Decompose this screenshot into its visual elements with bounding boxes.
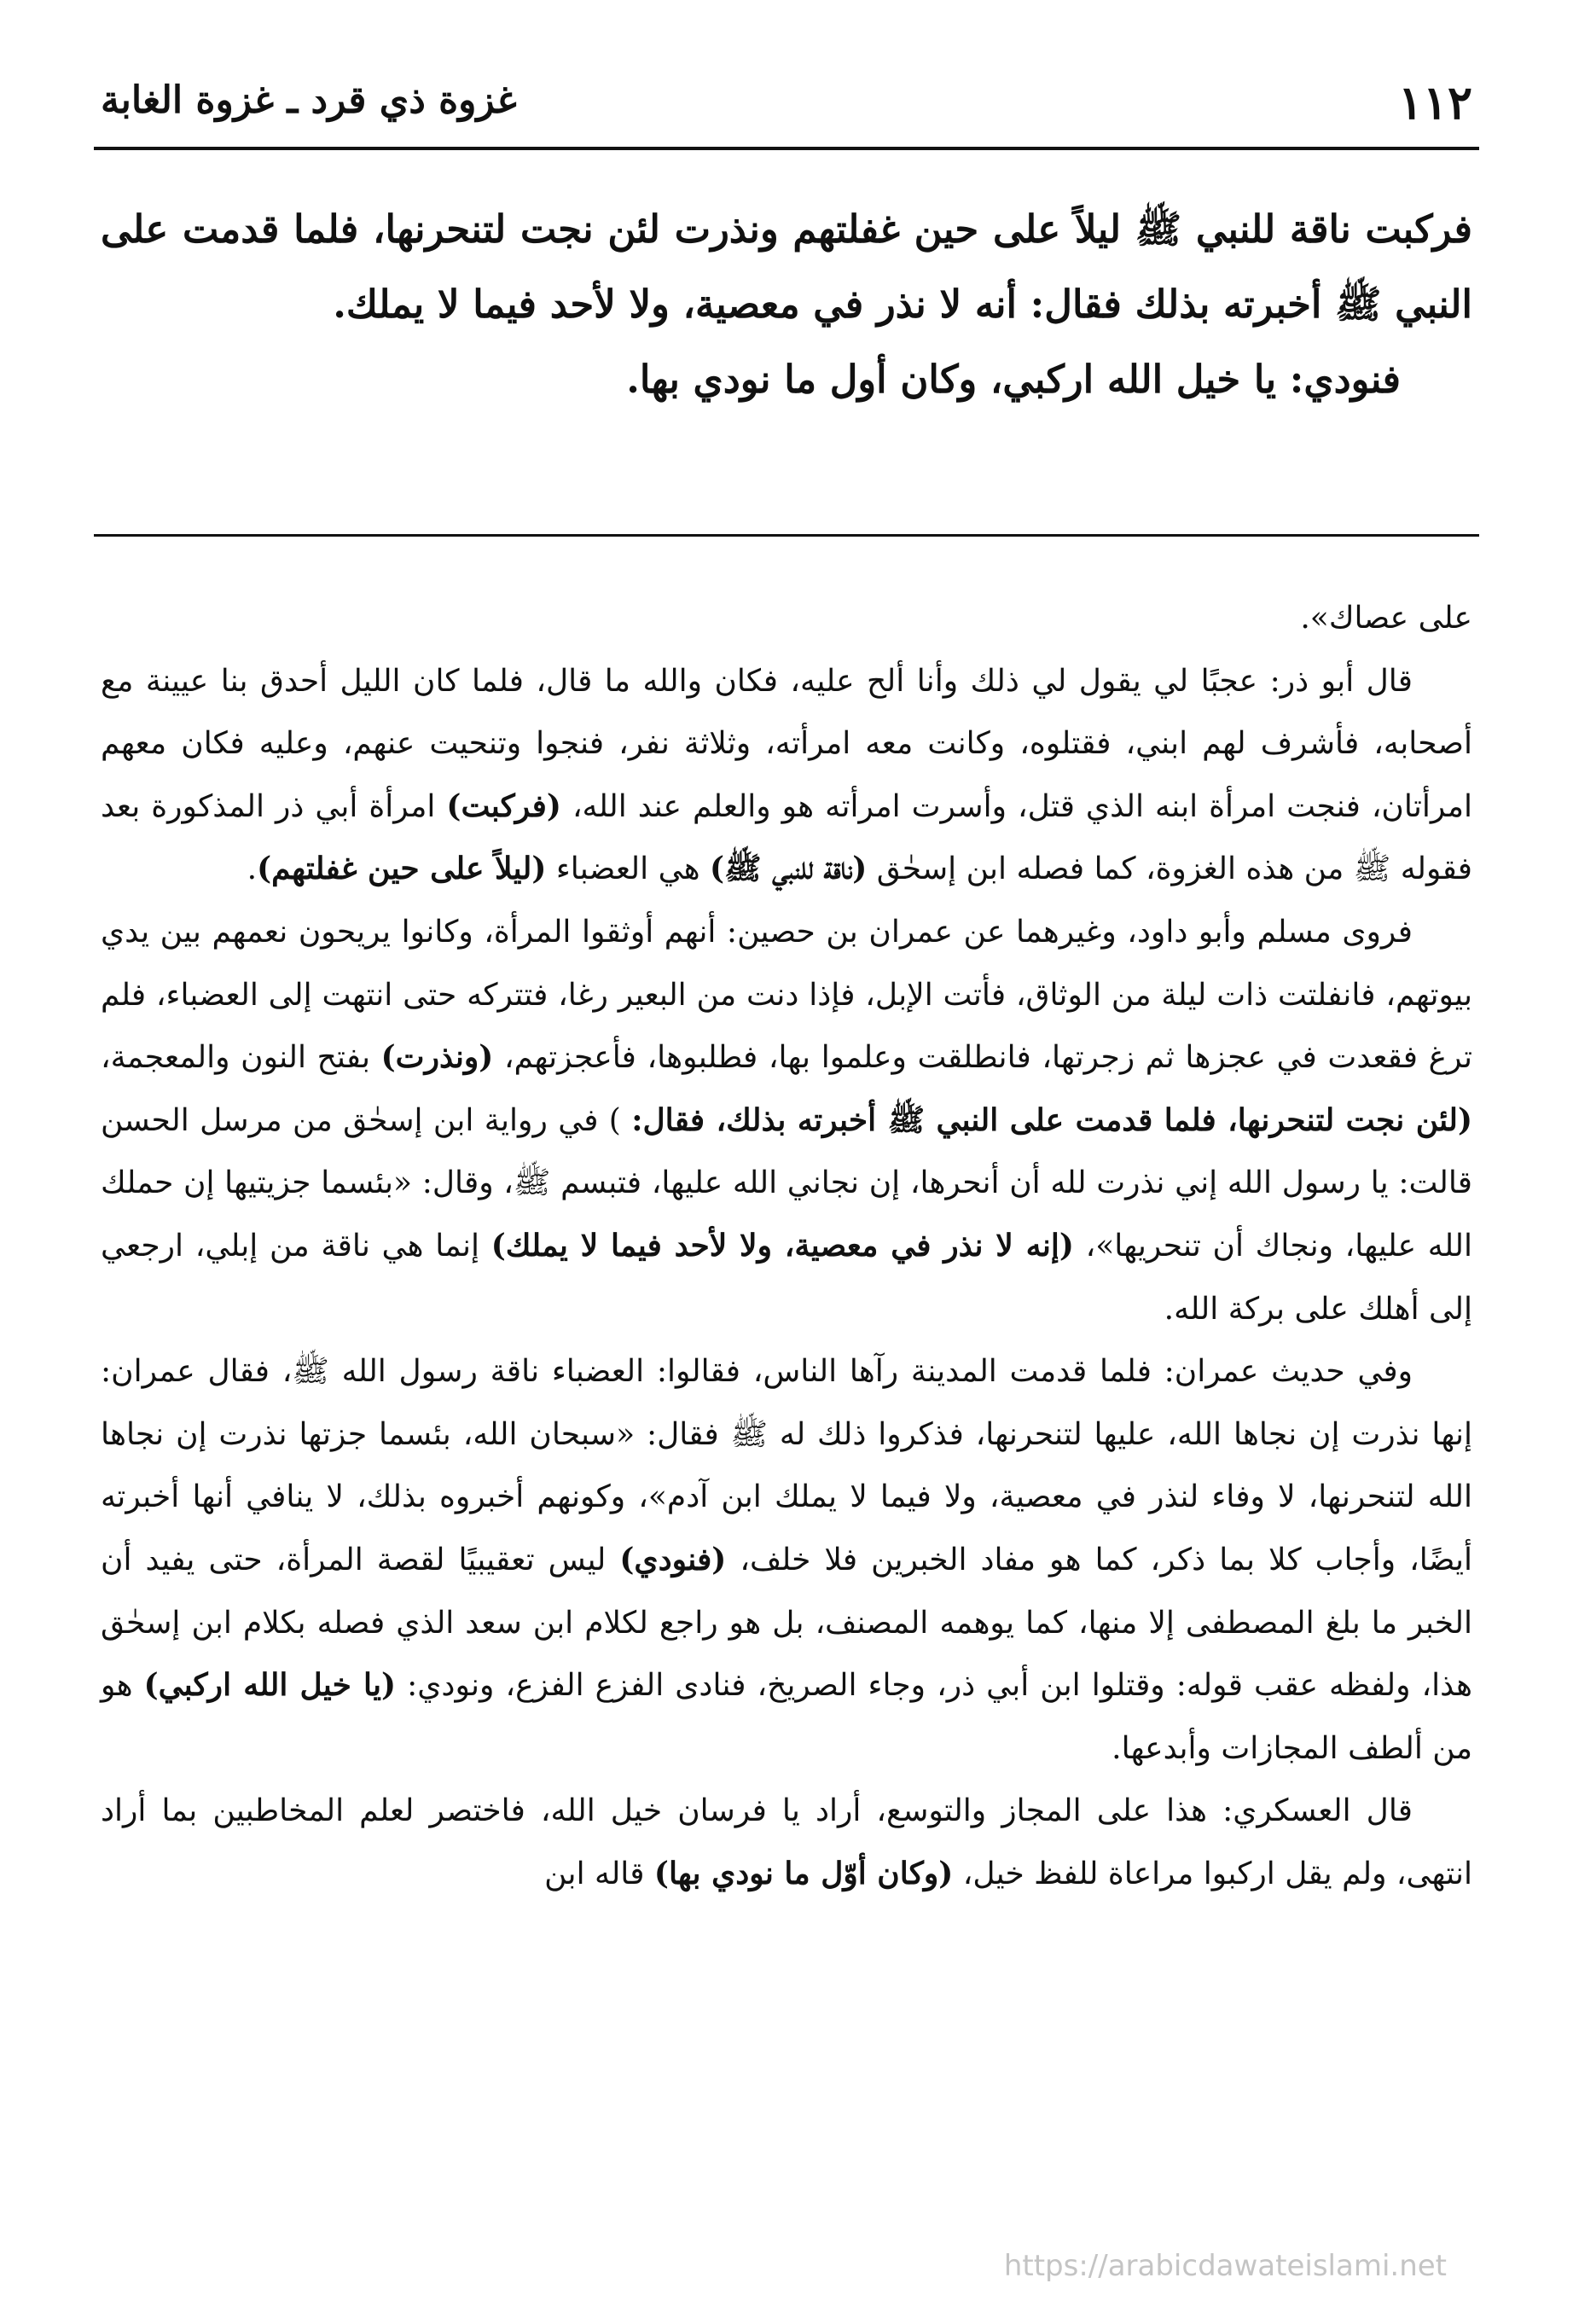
commentary-paragraph xyxy=(101,1340,1472,1780)
quoted-phrase: (فركبت) xyxy=(446,787,561,824)
main-text xyxy=(101,192,1472,417)
header-rule xyxy=(94,147,1479,150)
quoted-phrase: (يا خيل الله اركبي) xyxy=(143,1667,397,1704)
commentary-divider xyxy=(94,534,1479,537)
quoted-phrase: (لئن نجت لتنحرنها، فلما قدمت على النبي ﷺ أخبرته بذلك، فقال: xyxy=(631,1101,1472,1138)
commentary-text-run: قاله ابن xyxy=(544,1856,654,1891)
commentary-text-run: امرأة أبي ذر المذكورة بعد فقوله ﷺ من هذه الغزوة، كما فصله ابن إسحٰق xyxy=(101,788,1472,887)
commentary-text-run: . xyxy=(247,851,258,887)
commentary-text-run: بفتح النون والمعجمة، xyxy=(101,1040,381,1076)
quoted-phrase: (ليلاً على حين غفلتهم) xyxy=(257,851,547,887)
commentary-text-run: وفي حديث عمران: فلما قدمت المدينة رآها الناس، فقالوا: العضباء ناقة رسول الله ﷺ، فقال عمران: إنها نذرت إن نجاها الله، عليها لتنحرنها، فذكروا ذلك له ﷺ فقال: «سبحان الله، بئسما جزتها نذرت إن نجاها الله لتنحرنها، لا وفاء لنذر في معصية، ولا فيما لا يملك ابن آدم»، وكونهم أخبروه بذلك، لا ينافي أنها أخبرته أيضًا، وأجاب كلا بما ذكر، كما هو مفاد الخبرين فلا خلف، xyxy=(101,1354,1472,1577)
commentary-paragraph: على عصاك». xyxy=(1300,601,1472,636)
commentary-text-run: هي العضباء xyxy=(546,851,711,887)
quoted-phrase: (ونذرت) xyxy=(380,1039,494,1076)
commentary-paragraph xyxy=(101,1780,1472,1905)
commentary-text-run: قال أبو ذر: عجبًا لي يقول لي ذلك وأنا ألح عليه، فكان والله ما قال، فلما كان الليل أحدق بنا عيينة مع أصحابه، فأشرف لهم ابني، فقتلوه، وكانت معه امرأته، وثلاثة نفر، فنجوا وتنحيت عنهم، وعليه فكان معهم امرأتان، فنجت امرأة ابنه الذي قتل، وأسرت امرأته هو والعلم عند الله، xyxy=(101,663,1473,824)
commentary-text-run: فروى مسلم وأبو داود، وغيرهما عن عمران بن حصين: أنهم أوثقوا المرأة، وكانوا يريحون نعمهم بين يدي بيوتهم، فانفلتت ذات ليلة من الوثاق، فأتت الإبل، فإذا دنت من البعير رغا، فتتركه حتى انتهت إلى العضباء، فلم ترغ فقعدت في عجزها ثم زجرتها، فانطلقت وعلموا بها، فطلبوها، فأعجزتهم، xyxy=(101,914,1472,1076)
quoted-phrase: (وكان أوّل ما نودي بها) xyxy=(653,1855,954,1891)
source-watermark: https://arabicdawateislami.net xyxy=(1003,2249,1447,2283)
quoted-phrase: (فنودي) xyxy=(619,1541,727,1577)
commentary-paragraph xyxy=(101,901,1472,1340)
page-number: ١١٢ xyxy=(1397,75,1472,130)
commentary-text xyxy=(101,587,1472,1905)
commentary-text-run: إنما هي ناقة من إبلي، ارجعي إلى أهلك على بركة الله. xyxy=(101,1228,1472,1327)
quoted-phrase: (ناقة للنبي ﷺ) xyxy=(710,851,868,887)
commentary-text-run: ) في رواية ابن إسحٰق من مرسل الحسن قالت: يا رسول الله إني نذرت لله أن أنحرها، إن نجاني الله عليها، فتبسم ﷺ، وقال: «بئسما جزيتيها إن حملك الله عليها، ونجاك أن تنحريها»، xyxy=(101,1102,1472,1264)
main-paragraph: فنودي: يا خيل الله اركبي، وكان أول ما نودي بها. xyxy=(626,357,1401,402)
commentary-text-run: ليس تعقيبيًا لقصة المرأة، حتى يفيد أن الخبر ما بلغ المصطفى إلا منها، كما يوهمه المصنف، بل هو راجع لكلام ابن سعد الذي فصله بكلام ابن إسحٰق هذا، ولفظه عقب قوله: وقتلوا ابن أبي ذر، وجاء الصريخ، فنادى الفزع الفزع، ونودي: xyxy=(101,1542,1472,1704)
commentary-paragraph xyxy=(101,650,1472,901)
main-paragraph: فركبت ناقة للنبي ﷺ ليلاً على حين غفلتهم ونذرت لئن نجت لتنحرنها، فلما قدمت على النبي ﷺ أخبرته بذلك فقال: أنه لا نذر في معصية، ولا لأحد فيما لا يملك. xyxy=(101,206,1472,327)
running-title: غزوة ذي قرد ـ غزوة الغابة xyxy=(101,78,517,122)
page-header xyxy=(94,70,1479,138)
quoted-phrase: (إنه لا نذر في معصية، ولا لأحد فيما لا يملك) xyxy=(490,1227,1074,1264)
commentary-text-run: قال العسكري: هذا على المجاز والتوسع، أراد يا فرسان خيل الله، فاختصر لعلم المخاطبين بما أراد انتهى، ولم يقل اركبوا مراعاة للفظ خيل، xyxy=(101,1793,1472,1891)
commentary-text-run: هو من ألطف المجازات وأبدعها. xyxy=(101,1668,1472,1766)
